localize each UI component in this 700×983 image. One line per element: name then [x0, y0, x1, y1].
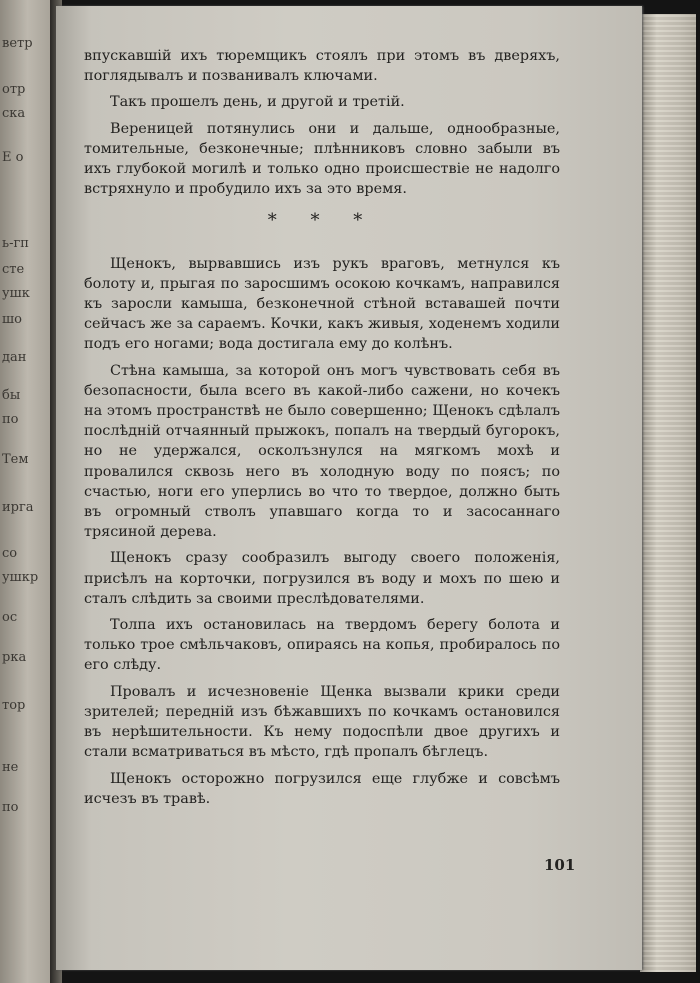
- left-page-fragment: отр: [2, 82, 26, 97]
- left-page-fragment: ушк: [2, 286, 30, 301]
- left-page-fragment: бы: [2, 388, 21, 403]
- left-page-fragment: дан: [2, 350, 27, 365]
- left-page-fragment: ска: [2, 106, 26, 121]
- left-page-fragment: по: [2, 800, 19, 815]
- paragraph: Стѣна камыша, за которой онъ могъ чувствовать себя въ безопасности, была всего въ какой-либо сажени, но кочекъ на этомъ пространствѣ не было совершенно; Щенокъ сдѣлалъ послѣдній отчаянный прыжокъ, попалъ на твердый бугорокъ, но не удержался, осколъзнулся на мягкомъ мохѣ и провалился сквозь него въ холодную воду по поясъ; по счастью, ноги его уперлись во что то твердое, должно быть въ огромный стволъ упавшаго когда то и засосаннаго трясиной дерева.: [84, 362, 560, 541]
- paragraph: впускавшій ихъ тюремщикъ стоялъ при этомъ въ дверяхъ, поглядывалъ и позванивалъ ключами.: [84, 48, 560, 85]
- paragraph: Щенокъ сразу сообразилъ выгоду своего положенія, присѣлъ на корточки, погрузился въ воду и мохъ по шею и сталъ слѣдить за своими преслѣдователями.: [84, 550, 560, 607]
- left-page-fragment: шо: [2, 312, 22, 327]
- page-block-edge: [640, 14, 696, 972]
- page-text: [84, 46, 560, 815]
- left-page-fragment: тор: [2, 698, 26, 713]
- paragraph: Толпа ихъ остановилась на твердомъ берегу болота и только трое смѣльчаковъ, опираясь на копья, пробиралось по его слѣду.: [84, 617, 560, 674]
- left-page-fragment: сте: [2, 262, 25, 277]
- paragraph: Такъ прошелъ день, и другой и третій.: [110, 94, 405, 111]
- left-page-fragment: ушкр: [2, 570, 39, 585]
- paragraph: Вереницей потянулись они и дальше, однообразные, томительные, безконечные; плѣнниковъ словно забыли въ ихъ глубокой могилѣ и только одно происшествіе не надолго встряхнуло и пробудило ихъ за это время.: [84, 120, 560, 198]
- paragraph: Провалъ и исчезновеніе Щенка вызвали крики среди зрителей; передній изъ бѣжавшихъ по кочкамъ остановился въ нерѣшительности. Къ нему подоспѣли двое другихъ и стали всматриваться въ мѣсто, гдѣ пропалъ бѣглецъ.: [84, 683, 560, 761]
- left-page-fragment: по: [2, 412, 19, 427]
- left-page-fragment: Тем: [2, 452, 29, 467]
- left-page-fragment: Е о: [2, 150, 24, 165]
- book-page: [56, 6, 642, 970]
- paragraph: Щенокъ осторожно погрузился еще глубже и совсѣмъ исчезъ въ травѣ.: [84, 770, 560, 807]
- left-page-edge: [0, 0, 50, 983]
- left-page-fragment: ветр: [2, 36, 33, 51]
- page-number: 101: [544, 856, 576, 874]
- left-page-fragment: рка: [2, 650, 27, 665]
- section-separator: * * *: [267, 210, 377, 232]
- left-page-fragment: ос: [2, 610, 18, 625]
- paragraph: Щенокъ, вырвавшись изъ рукъ враговъ, метнулся къ болоту и, прыгая по заросшимъ осокою кочкамъ, направился къ заросли камыша, безконечной стѣной вставашей почти сейчасъ же за сараемъ. Кочки, какъ живыя, ходенемъ ходили подъ его ногами; вода достигала ему до колѣнъ.: [84, 255, 560, 353]
- left-page-fragment: ь-гп: [2, 236, 29, 251]
- left-page-fragment: со: [2, 546, 18, 561]
- left-page-fragment: не: [2, 760, 19, 775]
- left-page-fragment: ирга: [2, 500, 34, 515]
